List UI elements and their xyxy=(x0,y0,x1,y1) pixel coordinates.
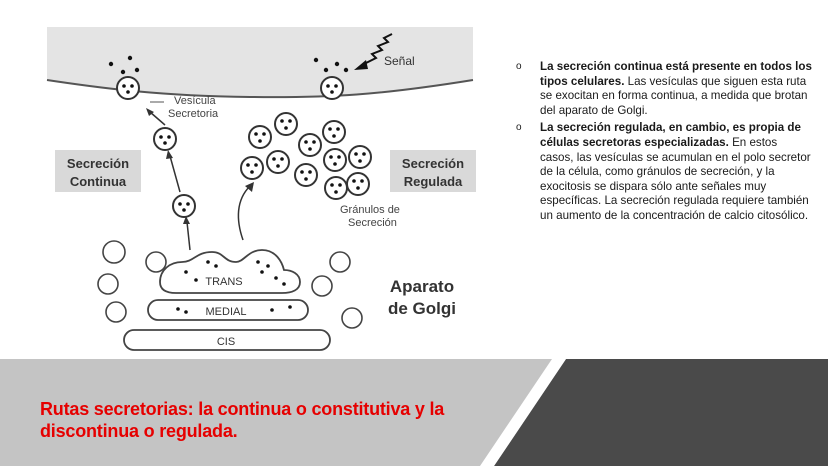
bullet-item-continuous xyxy=(516,60,812,118)
bullet-bold-text: La secreción regulada, en cambio, es propia de células secretoras especializadas. xyxy=(540,121,801,149)
golgi-label-line2: de Golgi xyxy=(388,299,456,318)
continuous-label-line1: Secreción xyxy=(66,156,130,171)
cis-label: CIS xyxy=(216,336,236,348)
granules-label-line1: Gránulos de xyxy=(340,204,400,216)
slide-title: Rutas secretorias: la continua o constitutiva y la discontinua o regulada. xyxy=(40,399,445,441)
bullet-body-text: Las vesículas que siguen esta ruta se exocitan en forma continua, a medida que brotan del aparato de Golgi. xyxy=(540,74,808,117)
bullet-item-regulated xyxy=(516,121,812,223)
bullet-bold-text: La secreción continua está presente en todos los tipos celulares. xyxy=(540,60,812,88)
signal-label: Señal xyxy=(384,54,415,68)
golgi-label-line1: Aparato xyxy=(389,277,455,296)
vesicle-exocytosis-continuous xyxy=(117,77,139,99)
trans-label: TRANS xyxy=(205,276,243,288)
granules-label-line2: Secreción xyxy=(348,217,397,229)
secretion-diagram xyxy=(0,0,500,360)
medial-label: MEDIAL xyxy=(205,306,247,318)
bullet-list xyxy=(516,60,812,227)
vesicle-label-line1: Vesícula xyxy=(174,95,216,107)
bullet-body-text: En estos casos, las vesículas se acumulan en el polo secretor de la célula, como gránulos de secreción, y la exocitosis se dispara sólo ante señales muy específicas. La secreción regulada requiere también un aumento de la concentración de calcio citosólico. xyxy=(540,135,811,222)
vesicle-label-line2: Secretoria xyxy=(168,108,219,120)
bullet-marker: o xyxy=(516,61,522,72)
bullet-marker: o xyxy=(516,122,522,134)
continuous-label-line2: Continua xyxy=(69,174,127,189)
regulated-label-line2: Regulada xyxy=(403,174,463,189)
vesicle-exocytosis-regulated xyxy=(321,77,343,99)
regulated-label-line1: Secreción xyxy=(401,156,465,171)
